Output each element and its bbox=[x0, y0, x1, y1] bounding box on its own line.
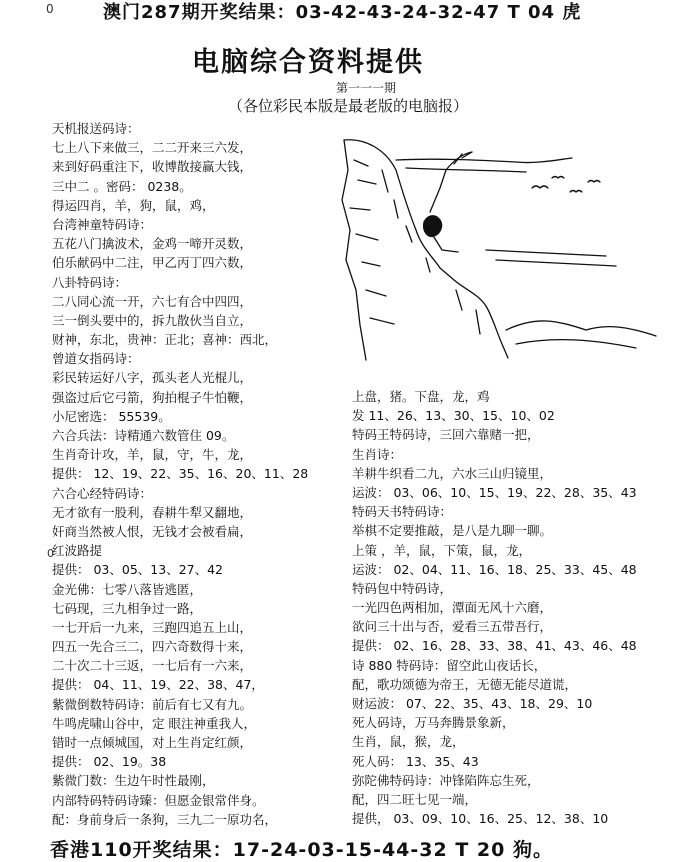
text-line: 三中二 。密码： 0238。 bbox=[52, 178, 192, 194]
page-title: 电脑综合资料提供 bbox=[192, 47, 424, 78]
text-line: 死人码： 13、35、43 bbox=[352, 753, 479, 769]
text-line: 来到好码重注下，收博散接赢大钱， bbox=[52, 159, 253, 175]
text-line: 七码现，三九相争过一路， bbox=[52, 600, 203, 616]
text-line: 六合兵法：诗精通六数管住 09。 bbox=[52, 428, 235, 443]
text-line: 提供， 03、09、10、16、25、12、38、10 bbox=[352, 811, 609, 827]
text-line: 一七开后一九来，三跑四追五上山， bbox=[52, 619, 253, 635]
text-line: 羊耕牛织看二九，六水三山归镜里， bbox=[352, 465, 553, 481]
text-line: 错时一点倾城国，对上生肖定红颜， bbox=[52, 735, 253, 750]
page-number: 0 bbox=[46, 2, 54, 16]
text-line: 强盗过后它弓箭，狗拍棍子牛怕鞭， bbox=[52, 389, 253, 405]
text-line: 配，歌功颂德为帝王，无德无能尽道谎， bbox=[352, 676, 578, 692]
text-line: 特码天书特码诗： bbox=[352, 504, 453, 520]
text-line: 红波路提 bbox=[52, 543, 103, 559]
left-column bbox=[52, 119, 308, 829]
text-line: 六合心经特码诗： bbox=[52, 485, 153, 501]
text-line: 特码包中特码诗， bbox=[352, 580, 453, 596]
text-line: 三一倒头要中的，拆九散伙当自立， bbox=[52, 312, 253, 328]
text-line: 提供： 03、05、13、27、42 bbox=[52, 562, 224, 578]
text-line: 二十次二十三返，一七后有一六来， bbox=[52, 658, 253, 674]
text-line: 欲问三十出与否，爱看三五带吾行， bbox=[352, 619, 553, 635]
text-line: 提供： 04、11、19、22、38、47， bbox=[52, 677, 264, 693]
text-line: 上盘，猪。下盘，龙，鸡 bbox=[352, 389, 490, 404]
right-column bbox=[352, 387, 637, 828]
bottom-result-banner: 香港110开奖结果：17-24-03-15-44-32 T 20 狗。 bbox=[46, 835, 557, 862]
text-line: 提供： 02、19。38 bbox=[52, 754, 167, 770]
text-line: 配，四二旺七见一端， bbox=[352, 791, 478, 807]
text-line: 提供： 12、19、22、35、16、20、11、28 bbox=[52, 466, 309, 482]
text-line: 生肖诗： bbox=[352, 446, 403, 462]
text-line: 金光佛：七零八落皆逃匿， bbox=[52, 581, 203, 597]
circle-marker: 0 bbox=[47, 547, 54, 560]
text-line: 财神，东北，贵神：正北；喜神：西北， bbox=[52, 332, 278, 348]
text-line: 得运四肖，羊，狗，鼠，鸡， bbox=[52, 197, 215, 213]
mountain-hermit-illustration bbox=[336, 130, 676, 375]
page-subtitle: （各位彩民本版是最老版的电脑报） bbox=[228, 97, 469, 115]
text-line: 发 11、26、13、30、15、10、02 bbox=[352, 408, 555, 424]
text-line: 紫微门数：生边午时性最刚， bbox=[52, 773, 215, 789]
text-line: 财运波： 07、22、35、43、18、29、10 bbox=[352, 696, 593, 711]
text-line: 运波： 02、04、11、16、18、25、33、45、48 bbox=[352, 561, 637, 577]
text-line: 一光四色两相加，潭面无风十六磨， bbox=[352, 600, 553, 616]
text-line: 特码王特码诗，三回六靠赌一把， bbox=[352, 427, 540, 443]
text-line: 配：身前身后一条狗，三九二一原功名， bbox=[52, 811, 278, 827]
text-line: 台湾神童特码诗： bbox=[52, 216, 153, 232]
text-line: 举棋不定要推敲，是八是九聊一聊。 bbox=[352, 523, 553, 539]
text-line: 生肖奇计攻，羊，鼠，守，牛，龙， bbox=[52, 447, 253, 463]
text-line: 内部特码特码诗臻：但愿金银常伴身。 bbox=[52, 792, 265, 808]
text-line: 死人码诗，万马奔腾景象新， bbox=[352, 715, 515, 731]
text-line: 提供： 02、16、28、33、38、41、43、46、48 bbox=[352, 638, 637, 654]
top-result-banner: 澳门287期开奖结果：03-42-43-24-32-47 T 04 虎 bbox=[103, 2, 582, 23]
text-line: 小尼密选： 55539。 bbox=[52, 408, 171, 424]
text-line: 奸商当然被人恨，无钱才会被看扁， bbox=[52, 523, 253, 539]
text-line: 二八同心流一开，六七有合中四四， bbox=[52, 293, 253, 309]
text-line: 七上八下来做三，二二开来三六发， bbox=[52, 140, 253, 156]
text-line: 天机报送码诗： bbox=[52, 121, 140, 136]
issue-number: 第一一一期 bbox=[336, 81, 397, 95]
text-line: 八卦特码诗： bbox=[52, 274, 128, 290]
text-line: 诗 880 特码诗：留空此山夜话长， bbox=[352, 657, 547, 673]
text-line: 五花八门擒波术，金鸡一啼开灵数， bbox=[52, 236, 253, 252]
text-line: 生肖，鼠，猴，龙， bbox=[352, 734, 465, 750]
text-line: 上策 ，羊，鼠，下策，鼠，龙， bbox=[352, 542, 531, 558]
text-line: 彩民转运好八字，孤头老人光棍儿， bbox=[52, 370, 253, 386]
text-line: 紫微倒数特码诗：前后有七又有九。 bbox=[52, 696, 253, 712]
text-line: 伯乐献码中二注，甲乙丙丁四六数， bbox=[52, 255, 253, 271]
text-line: 牛鸣虎啸山谷中，定 眼注神重我人， bbox=[52, 715, 256, 731]
text-line: 运波： 03、06、10、15、19、22、28、35、43 bbox=[352, 484, 637, 500]
text-line: 弥陀佛特码诗：冲锋陷阵忘生死， bbox=[352, 772, 540, 788]
text-line: 曾道女指码诗： bbox=[52, 351, 140, 367]
text-line: 无才欲有一股利，春耕牛犁又翻地， bbox=[52, 504, 253, 520]
text-line: 四五一先合三二，四六奇数得十来， bbox=[52, 639, 253, 655]
